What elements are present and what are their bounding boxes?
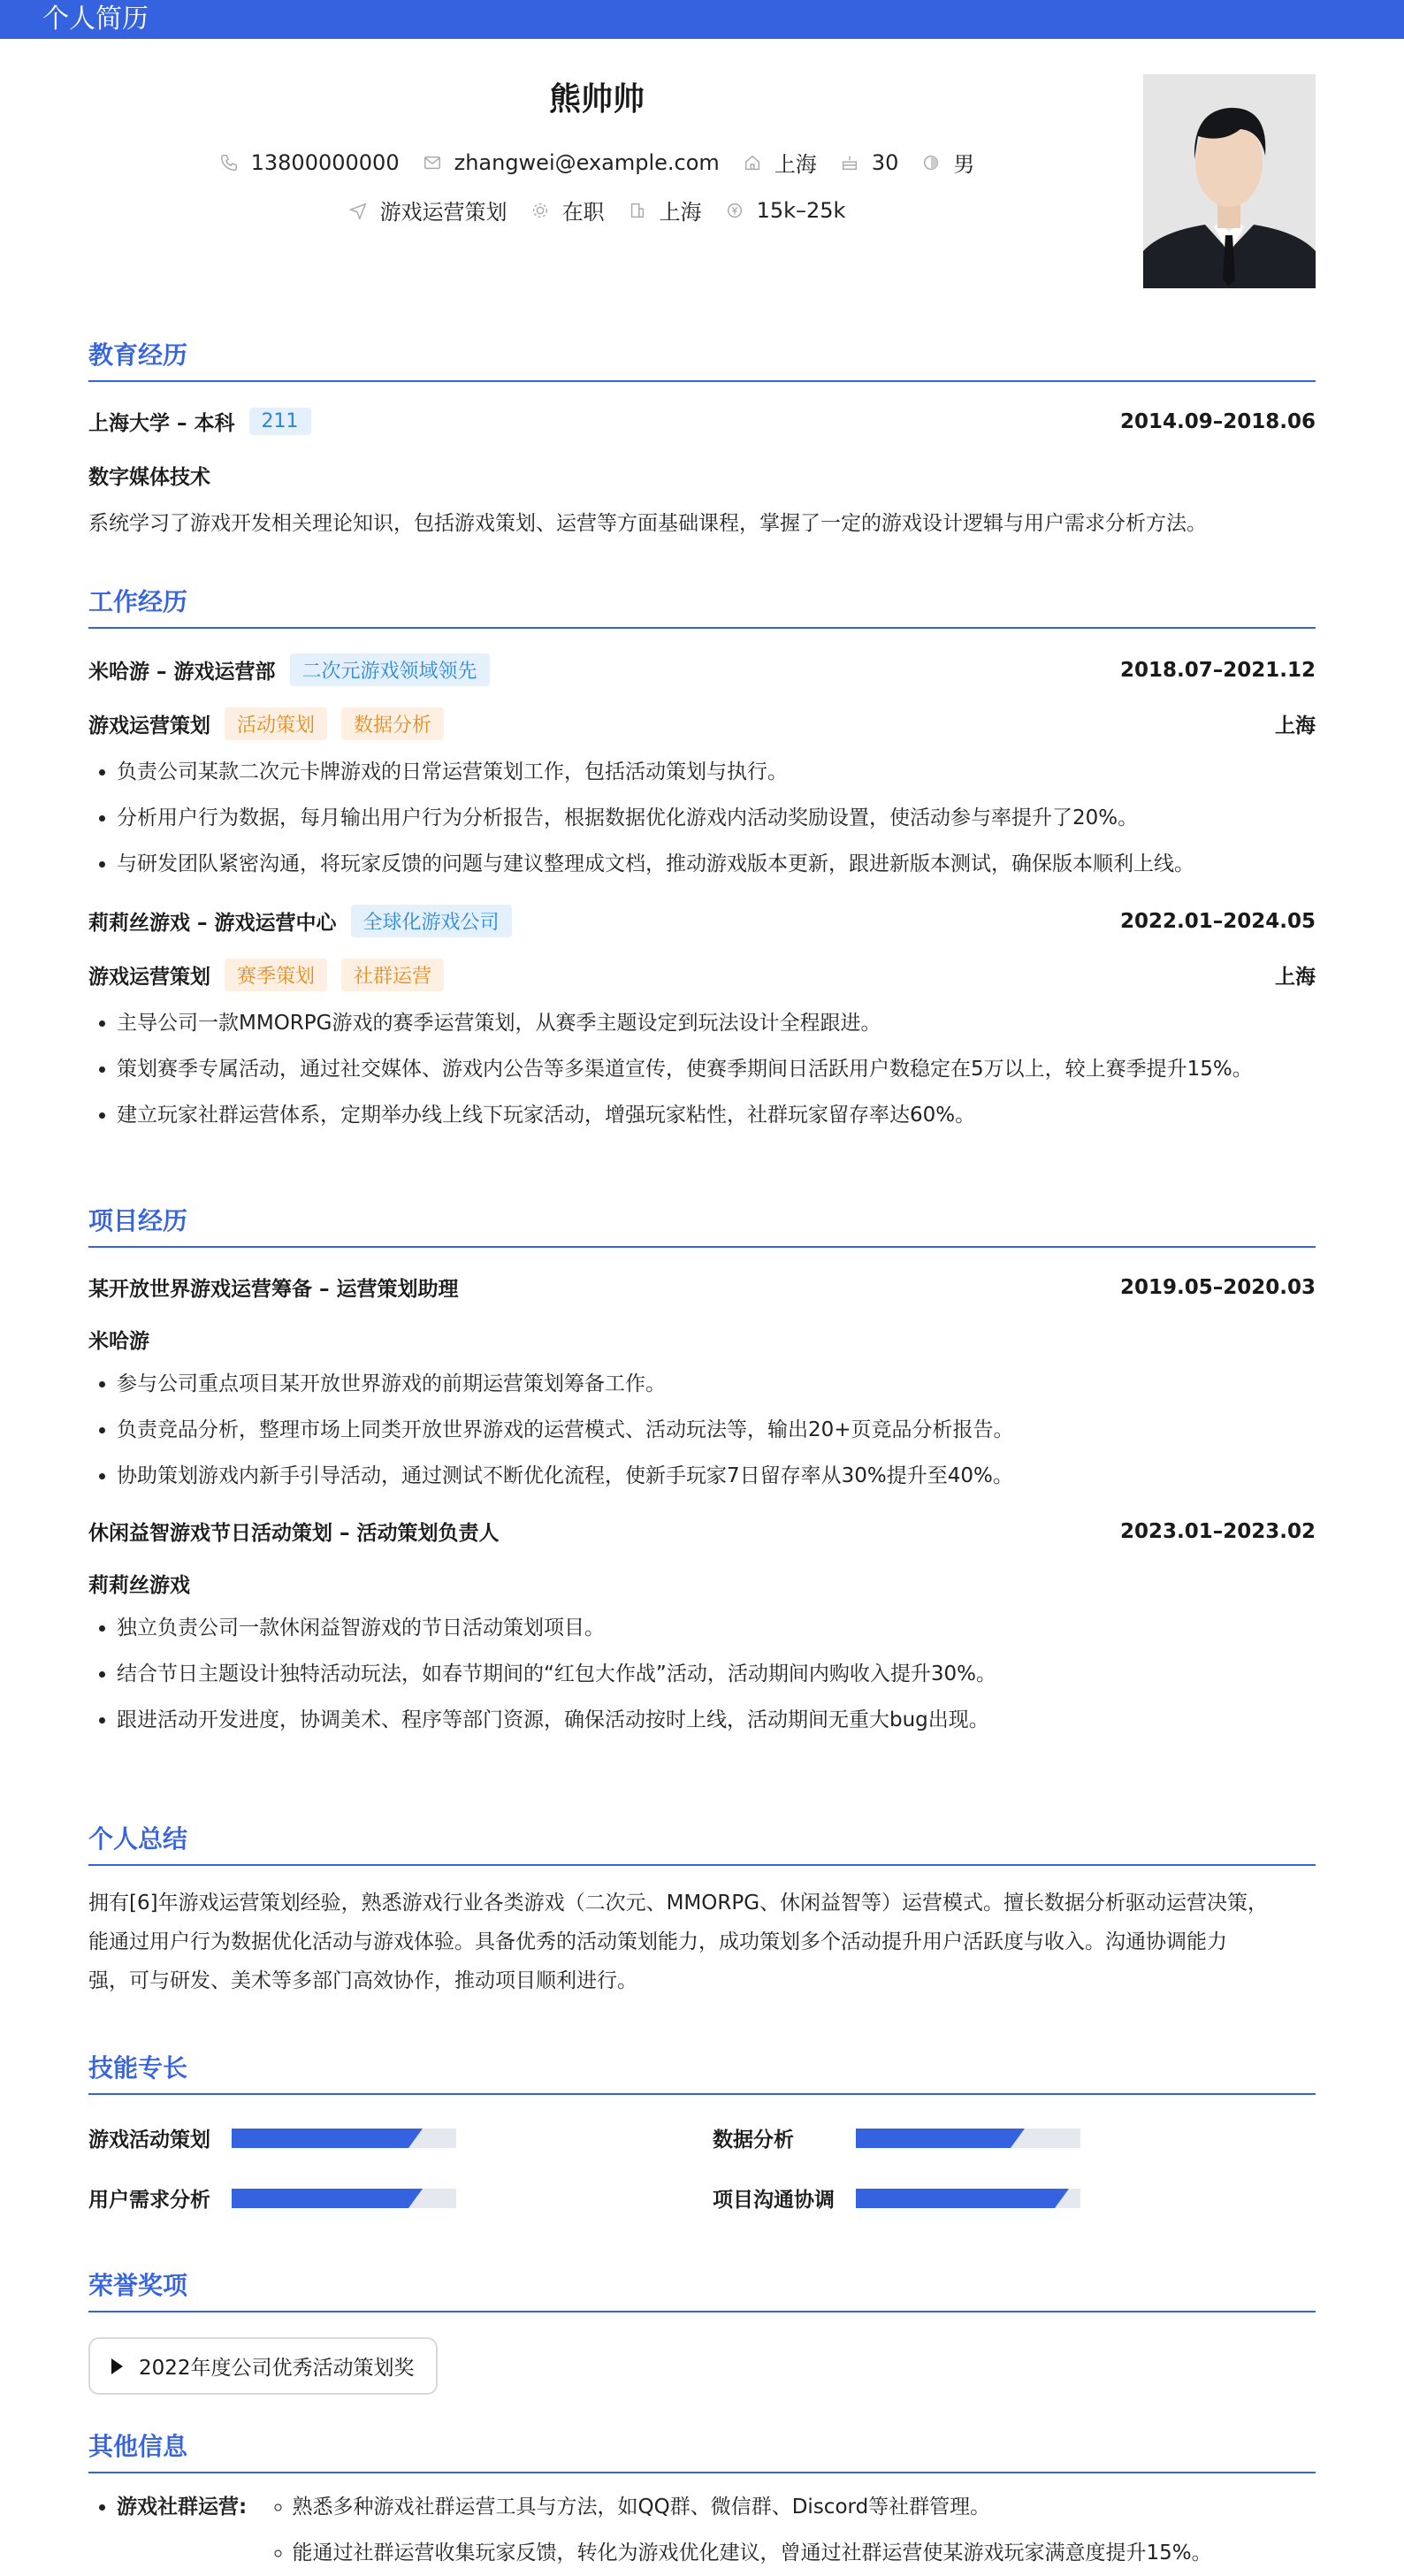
skill-name: 用户需求分析 [88, 2189, 210, 2212]
skill-bar-fill [232, 2129, 408, 2148]
salary-item [725, 198, 846, 223]
salary-text: 15k–25k [756, 197, 846, 223]
honors-section [88, 2268, 1316, 2395]
work-role-row [88, 959, 1316, 991]
section-title: 教育经历 [88, 338, 1316, 382]
skill-bar-fill [856, 2129, 1011, 2148]
role-name: 游戏运营策划 [88, 966, 210, 989]
company-badge: 全球化游戏公司 [351, 905, 512, 937]
education-section [88, 338, 1316, 543]
list-item: • 参与公司重点项目某开放世界游戏的前期运营策划筹备工作。 [117, 1361, 1316, 1407]
company-name: 米哈游 – 游戏运营部 [88, 661, 276, 684]
skill-bar [856, 2129, 1080, 2148]
skill-name: 数据分析 [713, 2129, 794, 2152]
work-company-row [88, 905, 1316, 937]
section-title: 技能专长 [88, 2051, 1316, 2095]
skill-tag: 赛季策划 [225, 959, 327, 991]
project-org: 莉莉丝游戏 [88, 1574, 190, 1597]
skill-tag: 活动策划 [225, 707, 327, 740]
projects-section [88, 1204, 1316, 1743]
skill-bar-tip [408, 2189, 423, 2208]
list-item: • 主导公司一款MMORPG游戏的赛季运营策划，从赛季主题设定到玩法设计全程跟进。 [117, 1000, 1316, 1046]
mail-icon [423, 153, 442, 172]
skill-bar-tip [408, 2129, 423, 2148]
project-item [88, 1517, 1316, 1743]
project-org-row [88, 1325, 1316, 1354]
home-icon [743, 153, 762, 172]
award-text: 2022年度公司优秀活动策划奖 [139, 2357, 415, 2380]
skill-bar-fill [232, 2189, 408, 2208]
award-item[interactable] [88, 2337, 438, 2395]
work-role-row [88, 707, 1316, 740]
skill-bar [856, 2189, 1080, 2208]
list-item: • 结合节日主题设计独特活动玩法，如春节期间的“红包大作战”活动，活动期间内购收入提升30%。 [117, 1651, 1316, 1697]
profile-photo [1143, 74, 1316, 288]
work-city: 上海 [1275, 966, 1316, 989]
list-item: • 负责公司某款二次元卡牌游戏的日常运营策划工作，包括活动策划与执行。 [117, 749, 1316, 795]
project-title-row [88, 1273, 1316, 1302]
hometown-item [743, 147, 817, 178]
education-date: 2014.09–2018.06 [1119, 409, 1316, 433]
job-intent-row [88, 195, 1105, 225]
work-company-row [88, 654, 1316, 686]
project-title-row [88, 1517, 1316, 1546]
phone-text: 13800000000 [250, 149, 400, 175]
skill-bar [232, 2129, 456, 2148]
job-target-item [348, 195, 507, 225]
contact-row [88, 147, 1105, 178]
skill-bar-tip [1055, 2189, 1069, 2208]
candidate-name: 熊帅帅 [548, 81, 645, 118]
city-text: 上海 [659, 200, 702, 225]
skill-bar [232, 2189, 456, 2208]
section-title: 荣誉奖项 [88, 2268, 1316, 2312]
gender-item [921, 147, 974, 178]
skill-item [88, 2123, 456, 2152]
role-name: 游戏运营策划 [88, 715, 210, 738]
phone-item [219, 150, 400, 175]
other-section [88, 2429, 1316, 2576]
list-item: • 独立负责公司一款休闲益智游戏的节日活动策划项目。 [117, 1605, 1316, 1651]
section-title: 个人总结 [88, 1822, 1316, 1866]
skill-tag: 数据分析 [341, 707, 444, 740]
list-item: • 跟进活动开发进度，协调美术、程序等部门资源，确保活动按时上线，活动期间无重大bug出现。 [117, 1697, 1316, 1743]
other-sublist [254, 2484, 1212, 2576]
work-bullets [88, 749, 1316, 887]
project-org: 米哈游 [88, 1330, 149, 1353]
education-description: 系统学习了游戏开发相关理论知识，包括游戏策划、运营等方面基础课程，掌握了一定的游戏设计逻辑与用户需求分析方法。 [88, 512, 1207, 535]
gender-icon [921, 153, 941, 172]
job-target-text: 游戏运营策划 [379, 200, 507, 225]
other-list [88, 2484, 1316, 2576]
skill-bar-fill [856, 2189, 1055, 2208]
work-date: 2018.07–2021.12 [1119, 658, 1316, 682]
school-name: 上海大学 – 本科 [88, 412, 235, 435]
company-name: 莉莉丝游戏 – 游戏运营中心 [88, 912, 337, 935]
work-city: 上海 [1275, 715, 1316, 738]
summary-line: 拥有[6]年游戏运营策划经验，熟悉游戏行业各类游戏（二次元、MMORPG、休闲益智等）运营模式。擅长数据分析驱动运营决策， [88, 1892, 1269, 1915]
major-name: 数字媒体技术 [88, 466, 210, 489]
send-icon [348, 201, 368, 220]
list-item: • 分析用户行为数据，每月输出用户行为分析报告，根据数据优化游戏内活动奖励设置，使活动参与率提升了20%。 [117, 795, 1316, 841]
section-title: 其他信息 [88, 2429, 1316, 2473]
project-name: 某开放世界游戏运营筹备 – 运营策划助理 [88, 1278, 459, 1301]
summary-line: 强，可与研发、美术等多部门高效协作，推动项目顺利进行。 [88, 1969, 637, 1992]
status-text: 在职 [561, 200, 605, 225]
education-row [88, 407, 1316, 436]
work-item [88, 905, 1316, 1138]
skill-item [88, 2183, 456, 2213]
skill-name: 项目沟通协调 [713, 2189, 835, 2212]
email-item [423, 150, 720, 175]
work-bullets [88, 1000, 1316, 1138]
major-row [88, 461, 1316, 490]
work-item [88, 654, 1316, 887]
cake-icon [840, 153, 859, 172]
company-badge: 二次元游戏领域领先 [290, 654, 490, 686]
project-bullets [88, 1361, 1316, 1499]
resume-header-title: 个人简历 [42, 4, 149, 34]
project-org-row [88, 1569, 1316, 1598]
list-item: • 建立玩家社群运营体系，定期举办线上线下玩家活动，增强玩家粘性，社群玩家留存率达60%。 [117, 1092, 1316, 1138]
gender-text: 男 [953, 152, 975, 177]
project-item [88, 1273, 1316, 1499]
hometown-text: 上海 [774, 152, 817, 177]
project-date: 2019.05–2020.03 [1119, 1275, 1316, 1299]
list-item: • 协助策划游戏内新手引导活动，通过测试不断优化流程，使新手玩家7日留存率从30%提升至40%。 [117, 1453, 1316, 1499]
project-name: 休闲益智游戏节日活动策划 – 活动策划负责人 [88, 1522, 500, 1545]
summary-line: 能通过用户行为数据优化活动与游戏体验。具备优秀的活动策划能力，成功策划多个活动提升用户活跃度与收入。沟通协调能力 [88, 1930, 1227, 1953]
summary-section [88, 1822, 1316, 2000]
other-label: 游戏社群运营: [117, 2496, 248, 2519]
age-item [840, 150, 899, 175]
avatar [1143, 74, 1316, 288]
skill-item [713, 2123, 1080, 2152]
skill-tag: 社群运营 [341, 959, 444, 991]
list-item: • 负责竞品分析，整理市场上同类开放世界游戏的运营模式、活动玩法等，输出20+页竞品分析报告。 [117, 1407, 1316, 1453]
work-section [88, 585, 1316, 1138]
school-badge: 211 [249, 408, 311, 435]
skill-item [713, 2183, 1080, 2213]
list-item: • 策划赛季专属活动，通过社交媒体、游戏内公告等多渠道宣传，使赛季期间日活跃用户数稳定在5万以上，较上赛季提升15%。 [117, 1046, 1316, 1092]
coin-icon [725, 201, 744, 220]
summary-text [88, 1884, 1316, 2000]
skill-name: 游戏活动策划 [88, 2129, 210, 2152]
list-item: ◦ 能通过社群运营收集玩家反馈，转化为游戏优化建议，曾通过社群运营使某游戏玩家满意度提升15%。 [293, 2530, 1212, 2576]
play-icon [111, 2358, 123, 2374]
resume-header-bar [0, 0, 1404, 39]
city-item [628, 195, 702, 225]
skills-section [88, 2051, 1316, 2263]
skill-bar-tip [1011, 2129, 1025, 2148]
project-date: 2023.01–2023.02 [1119, 1519, 1316, 1543]
age-text: 30 [871, 149, 899, 175]
status-item [530, 195, 605, 225]
section-title: 项目经历 [88, 1204, 1316, 1248]
project-bullets [88, 1605, 1316, 1743]
work-date: 2022.01–2024.05 [1119, 909, 1316, 933]
email-text: zhangwei@example.com [454, 149, 720, 175]
gear-icon [530, 201, 550, 220]
section-title: 工作经历 [88, 585, 1316, 629]
phone-icon [219, 153, 239, 172]
building-icon [628, 201, 647, 220]
list-item: • 与研发团队紧密沟通，将玩家反馈的问题与建议整理成文档，推动游戏版本更新，跟进新版本测试，确保版本顺利上线。 [117, 841, 1316, 887]
list-item: ◦ 熟悉多种游戏社群运营工具与方法，如QQ群、微信群、Discord等社群管理。 [293, 2484, 1212, 2530]
list-item [117, 2484, 1316, 2576]
